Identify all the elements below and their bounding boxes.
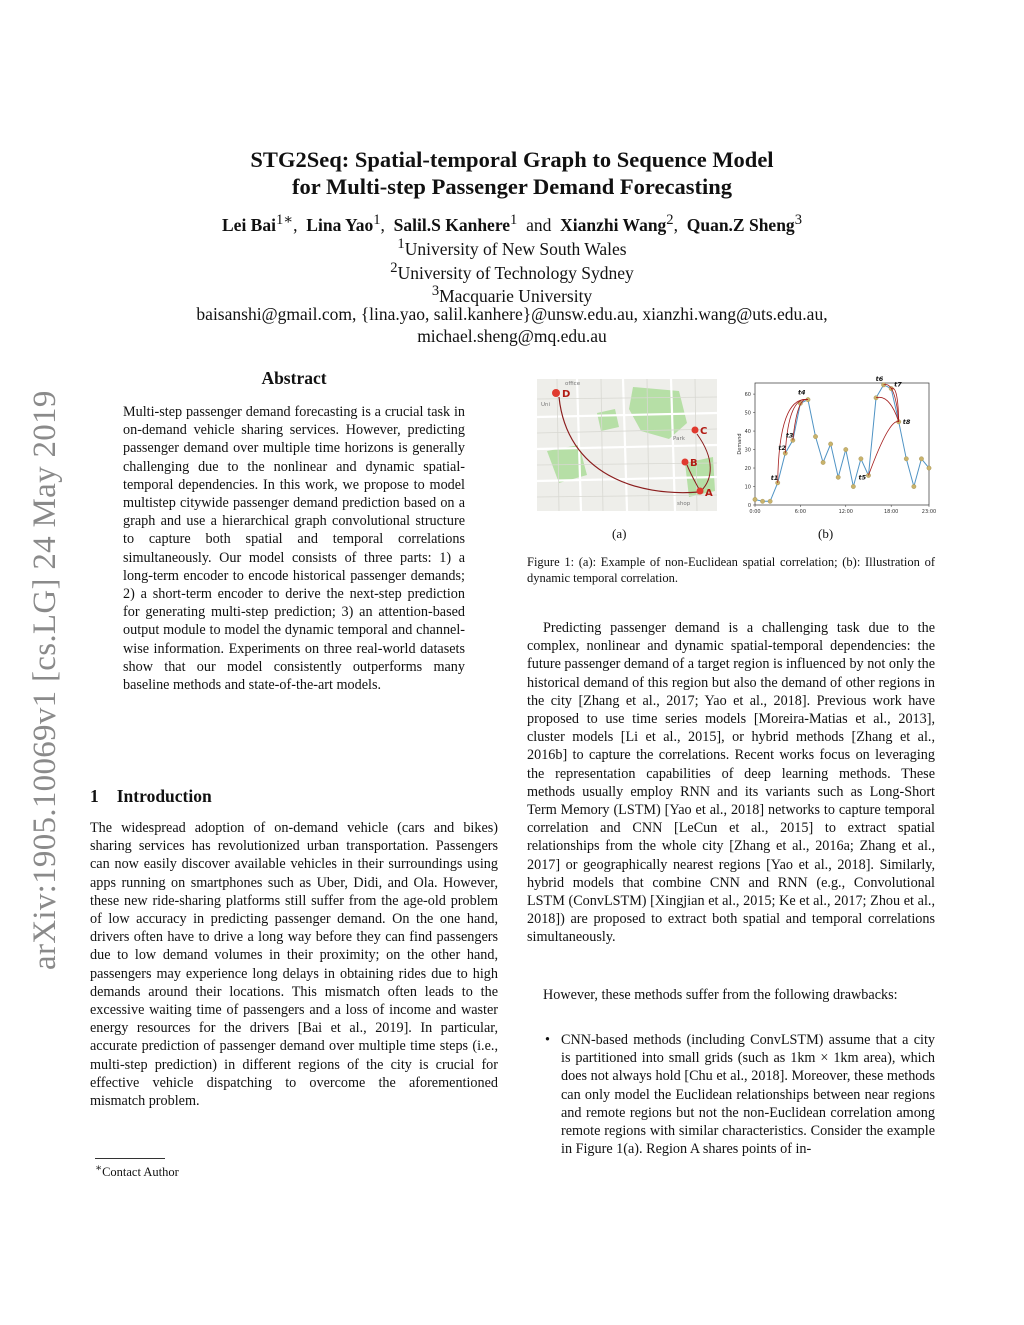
- section-heading: [90, 786, 212, 807]
- title-line-1: STG2Seq: Spatial-temporal Graph to Sequence Model: [250, 147, 774, 172]
- author-sup: 1∗: [275, 212, 294, 228]
- email-line: michael.sheng@mq.edu.au: [417, 326, 607, 346]
- time-step-label: t7: [894, 380, 902, 389]
- y-axis-label: Demand: [737, 433, 743, 455]
- author-emails: [100, 303, 924, 347]
- y-tick-label: 20: [744, 465, 751, 472]
- y-tick-label: 40: [744, 428, 751, 435]
- paper-title: [100, 146, 924, 200]
- time-step-label: t2: [778, 444, 786, 453]
- y-tick-label: 30: [744, 447, 751, 454]
- time-step-label: t5: [858, 473, 867, 482]
- map-label-uni: Uni: [541, 402, 551, 408]
- demand-point: [768, 499, 772, 503]
- demand-point: [904, 457, 908, 461]
- x-tick-label: 6:00: [794, 509, 807, 515]
- y-tick-label: 10: [744, 484, 751, 491]
- y-tick-label: 50: [744, 410, 751, 417]
- author-name: Lina Yao: [306, 214, 374, 235]
- bullet-item: [527, 1031, 935, 1158]
- section-title: Introduction: [116, 786, 212, 806]
- affiliation: [100, 233, 924, 260]
- bullet-text: CNN-based methods (including ConvLSTM) assume that a city is partitioned into small grids (such as 1km × 1km area), which does not always hold [Chu et al., 2018]. Moreover, these methods can only model the Euclidean relationships between near regions and remote regions but not the non-Euclidean correlation among remote regions with similar characteristics. Consider the example in Figure 1(a). Region A shares points of in-: [561, 1032, 935, 1158]
- abstract-heading: Abstract: [261, 368, 327, 388]
- author-name: Lei Bai: [222, 214, 276, 235]
- time-step-label: t6: [875, 374, 884, 383]
- x-tick-label: 12:00: [838, 509, 853, 515]
- correlation-arc: [876, 397, 899, 422]
- author-list: Lei Bai$^{1∗}$, Lina Yao$^1$, Salil.S Kanhere$^1$ and Xianzhi Wang$^2$, Quan.Z Sheng$^3$: [222, 212, 802, 235]
- time-step-label: t3: [785, 431, 794, 440]
- footnote: [95, 1162, 179, 1180]
- figure-caption: Figure 1: (a): Example of non-Euclidean spatial correlation; (b): Illustration of dynamic temporal correlation.: [527, 555, 935, 585]
- affiliation-name: University of New South Wales: [404, 238, 627, 259]
- footnote-mark: ∗: [95, 1163, 103, 1174]
- demand-point: [821, 460, 825, 464]
- demand-point: [760, 499, 764, 503]
- subfigure-label-a: (a): [612, 526, 627, 541]
- demand-point: [836, 475, 840, 479]
- demand-point: [828, 442, 832, 446]
- affiliation-sup: 2: [390, 260, 398, 276]
- demand-point: [912, 484, 916, 488]
- author-name: Xianzhi Wang: [560, 214, 667, 235]
- map-label-park: Park: [673, 436, 685, 442]
- demand-point: [927, 466, 931, 470]
- marker-a-label: A: [705, 488, 713, 499]
- demand-point: [844, 447, 848, 451]
- body-paragraph: Predicting passenger demand is a challenging task due to the complex, nonlinear and dynamic spatial-temporal dependencies: the future passenger demand of a target region is influenced by not only the historical demand of this region but also the demand of other regions in the city [Zhang et al., 2017; Yao et al., 2018]. Previous work have proposed to use time series models [Moreira-Matias et al., 2013], cluster models [Li et al., 2015], or hybrid methods [Zhang et al., 2016b] to capture the correlations. Recent works focus on leveraging the representation capabilities of deep learning methods. These methods usually employ RNN and its variants such as Long-Short Term Memory (LSTM) [Yao et al., 2018] networks to capture temporal correlation and CNN [LeCun et al., 2015] to extract spatial relationships from the whole city [Zhang et al., 2016a; Zhang et al., 2017] or geographically nearest regions [Yao et al., 2018]. Similarly, hybrid models that combine CNN and RNN (e.g., Convolutional LSTM (ConvLSTM) [Xingjian et al., 2015; Ke et al., 2017; Zhou et al., 2018]) are proposed to extract both spatial and temporal correlations simultaneously.: [527, 620, 935, 946]
- demand-series-line: [755, 385, 929, 501]
- author-name: Quan.Z Sheng: [686, 214, 795, 235]
- author-sup: 2: [666, 212, 674, 228]
- x-tick-label: 0:00: [749, 509, 761, 515]
- time-step-label: t1: [770, 473, 779, 482]
- affiliation-sup: 3: [431, 283, 440, 299]
- author-sup: 3: [794, 212, 802, 228]
- demand-point: [859, 457, 863, 461]
- marker-c-label: C: [700, 426, 708, 437]
- demand-point: [919, 457, 923, 461]
- footnote-rule: [95, 1158, 165, 1159]
- subfigure-label-b: (b): [818, 526, 834, 541]
- x-tick-label: 23:00: [921, 509, 937, 515]
- x-tick-label: 18:00: [883, 509, 899, 515]
- y-tick-label: 60: [744, 391, 751, 398]
- section-number: 1: [90, 786, 99, 806]
- arxiv-identifier: arXiv:1905.10069v1 [cs.LG] 24 May 2019: [27, 390, 63, 970]
- body-paragraph: However, these methods suffer from the following drawbacks:: [543, 987, 898, 1003]
- marker-d-label: D: [562, 389, 571, 400]
- demand-point: [866, 473, 870, 477]
- email-line: baisanshi@gmail.com, {lina.yao, salil.kanhere}@unsw.edu.au, xianzhi.wang@uts.edu.au,: [196, 304, 828, 324]
- bullet-mark: •: [545, 1032, 550, 1048]
- figure-demand-chart: [733, 374, 937, 521]
- and-word: and: [526, 214, 552, 235]
- time-step-label: t4: [797, 388, 806, 397]
- map-label-office: office: [565, 381, 581, 387]
- affiliation-name: University of Technology Sydney: [397, 262, 634, 283]
- time-step-label: t8: [902, 417, 911, 426]
- correlation-arc: [785, 399, 808, 453]
- affiliation-sup: 1: [397, 236, 405, 252]
- author-sup: 1: [510, 212, 518, 228]
- author-name: Salil.S Kanhere: [393, 214, 511, 235]
- marker-b-label: B: [690, 458, 698, 469]
- y-tick-label: 0: [747, 502, 751, 509]
- affiliation-name: Macquarie University: [439, 285, 593, 306]
- demand-point: [851, 484, 855, 488]
- figure-map: [537, 379, 717, 511]
- demand-point: [753, 497, 757, 501]
- demand-point: [813, 434, 817, 438]
- title-line-2: for Multi-step Passenger Demand Forecasting: [292, 174, 732, 199]
- map-label-shop: shop: [677, 501, 691, 507]
- map-park: [597, 409, 619, 431]
- author-sup: 1: [373, 212, 381, 228]
- abstract-body: Multi-step passenger demand forecasting is a crucial task in on-demand vehicle sharing services. However, predicting passenger demand over multiple time horizons is generally challenging due to the nonlinear and dynamic spatial-temporal dependencies. In this work, we propose to model multistep citywide passenger demand prediction based on a graph and use a hierarchical graph convolutional structure to capture both spatial and temporal correlations simultaneously. Our model consists of three parts: 1) a long-term encoder to encode historical passenger demands; 2) a short-term encoder to derive the next-step prediction for generating multi-step prediction; 3) an attention-based output module to model the dynamic temporal and channel-wise information. Experiments on three real-world datasets show that our model consistently outperforms many baseline methods and state-of-the-art models.: [123, 404, 465, 694]
- footnote-text: Contact Author: [102, 1165, 179, 1180]
- intro-paragraph: The widespread adoption of on-demand vehicle (cars and bikes) sharing services has revolutionized urban transportation. Passengers can now easily discover available vehicles in their surroundings using apps running on smartphones such as Uber, Didi, and Ola. However, these new ride-sharing platforms still suffer from the age-old problem of low accuracy in predicting passenger demand. On the one hand, drivers often have to drive a long way before they can find passengers due to low demand volumes in their proximity; on the other hand, passengers may experience long delays in obtaining rides due to high demands around their locations. This mismatch often leads to the excessive waiting time of passengers and a loss of income and waster energy resources for the drivers [Bai et al., 2019]. In particular, accurate prediction of passenger demand over multiple time steps (i.e., multi-step prediction) in different regions of the city is crucial for effective vehicle dispatching to overcome the aforementioned mismatch problem.: [90, 820, 498, 1110]
